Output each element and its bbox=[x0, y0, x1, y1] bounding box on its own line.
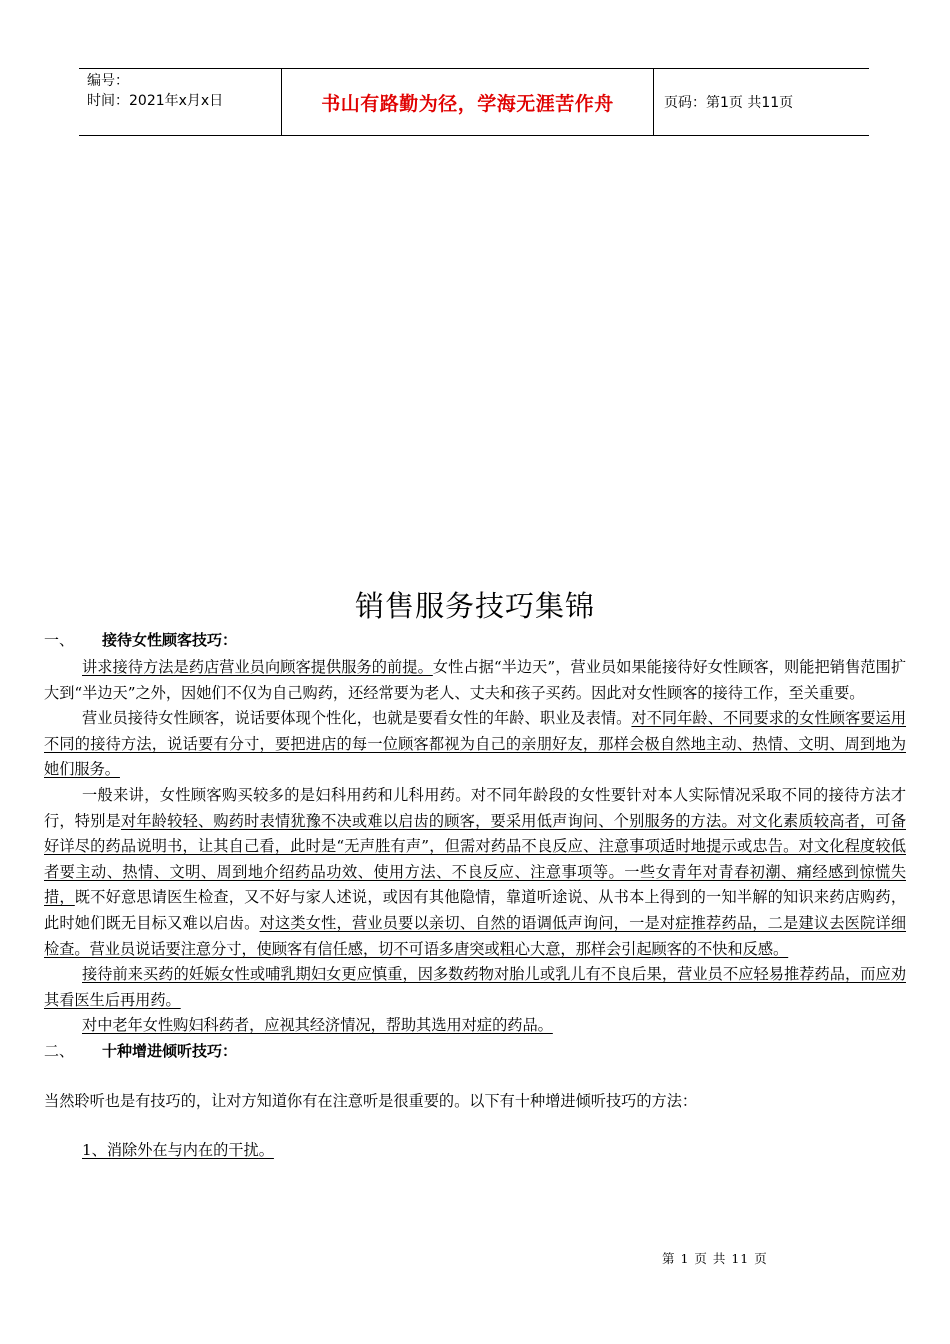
document-body bbox=[44, 628, 906, 1163]
page-footer: 第 1 页 共 11 页 bbox=[662, 1251, 768, 1266]
date-label: 时间：2021年x月x日 bbox=[87, 93, 224, 109]
underlined-text: 对不同年龄、不同要求的女性顾客要运用不同的接待方法，说话要有分寸，要把进店的每一位顾客都视为自己的亲朋好友，那样会极自然地主动、热情、文明、周到地为她们服务。 bbox=[44, 709, 907, 779]
header-meta bbox=[79, 69, 282, 135]
header-motto: 书山有路勤为径，学海无涯苦作舟 bbox=[282, 69, 654, 135]
page-title: 销售服务技巧集锦 bbox=[354, 589, 595, 623]
underlined-text: 接待前来买药的妊娠女性或哺乳期妇女更应慎重，因多数药物对胎儿或乳儿有不良后果，营业员不应轻易推荐药品，而应劝其看医生后再用药。 bbox=[44, 965, 906, 1009]
section-title: 十种增进倾听技巧： bbox=[102, 1041, 238, 1060]
intro-text: 当然聆听也是有技巧的，让对方知道你有在注意听是很重要的。以下有十种增进倾听技巧的方法： bbox=[44, 1091, 698, 1110]
underlined-text: 对年龄较轻、购药时表情犹豫不决或难以启齿的顾客，要采用低声询问、个别服务的方法。对文化素质较高者，可备好详尽的药品说明书，让其自己看，此时是“无声胜有声”，但需对药品不良反应、注意事项适时地提示或忠告。对文化程度较低者要主动、热情、文明、周到地介绍药品功效、使用方法、不良反应、注意事项等。一些女青年对青春初潮、痛经感到惊慌失措， bbox=[44, 811, 907, 907]
section-title: 接待女性顾客技巧： bbox=[102, 631, 238, 649]
header-page-info: 页码：第1页 共11页 bbox=[664, 95, 794, 111]
paragraph bbox=[44, 706, 906, 783]
text: 一般来讲，女性顾客购买较多的是妇科用药和儿科用药。对不同年龄段的女性要针对本人实际情况采取不同的接待方法才行，特别是 bbox=[44, 785, 906, 830]
section-heading-2 bbox=[44, 1039, 906, 1066]
paragraph bbox=[44, 1013, 906, 1039]
paragraph bbox=[44, 655, 906, 706]
underlined-text: 讲求接待方法是药店营业员向顾客提供服务的前提。 bbox=[82, 658, 433, 676]
text: 营业员接待女性顾客，说话要体现个性化，也就是要看女性的年龄、职业及表情。 bbox=[82, 709, 632, 728]
document-header bbox=[79, 68, 869, 136]
underlined-text: 对中老年女性购妇科药者，应视其经济情况，帮助其选用对症的药品。 bbox=[82, 1016, 553, 1035]
text: 女性占据“半边天”，营业员如果能接待好女性顾客，则能把销售范围扩大到“半边天”之外，因她们不仅为自己购药，还经常要为老人、丈夫和孩子买药。因此对女性顾客的接待工作，至关重要。 bbox=[44, 658, 907, 702]
paragraph bbox=[44, 962, 906, 1013]
underlined-text: 对这类女性，营业员要以亲切、自然的语调低声询问，一是对症推荐药品，二是建议去医院详细检查。营业员说话要注意分寸，使顾客有信任感，切不可语多唐突或粗心大意，那样会引起顾客的不快和反感。 bbox=[44, 913, 907, 958]
section-number: 二、 bbox=[44, 1041, 75, 1060]
section-number: 一、 bbox=[44, 631, 75, 649]
text: 既不好意思请医生检查，又不好与家人述说，或因有其他隐情，靠道听途说、从书本上得到的一知半解的知识来药店购药，此时她们既无目标又难以启齿。 bbox=[44, 888, 907, 932]
paragraph bbox=[44, 783, 906, 962]
number-label: 编号： bbox=[87, 73, 129, 89]
list-item bbox=[44, 1138, 906, 1164]
section-heading-1 bbox=[44, 628, 906, 655]
underlined-text: 1、消除外在与内在的干扰。 bbox=[82, 1140, 274, 1159]
